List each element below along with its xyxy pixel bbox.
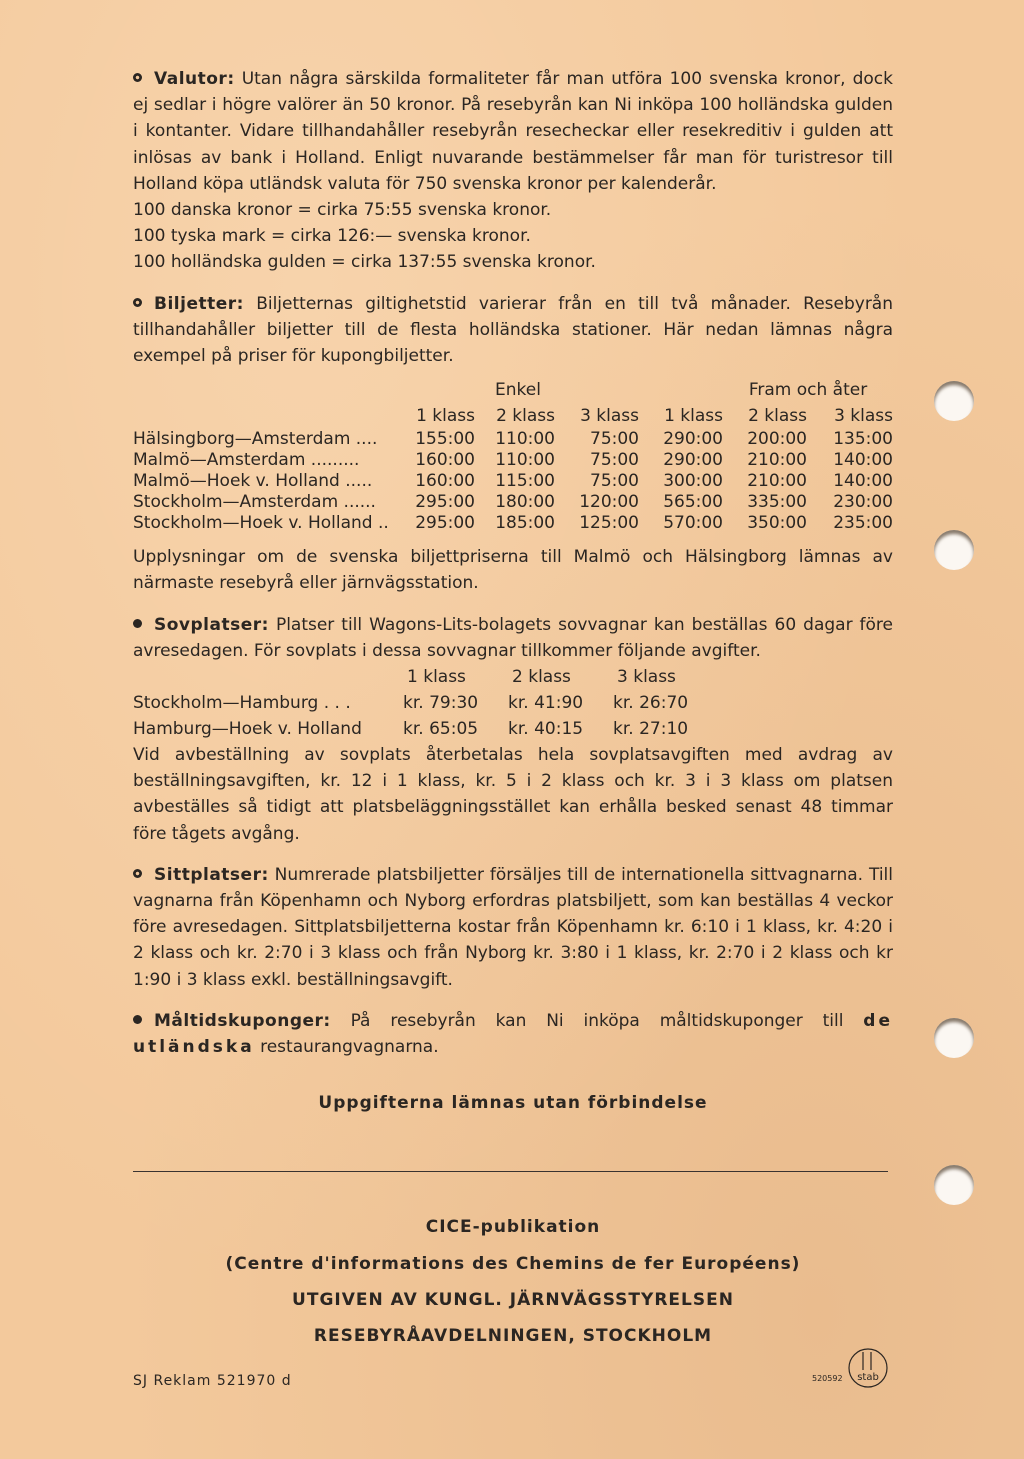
bullet-icon — [133, 1015, 142, 1024]
column-header: 1 klass — [407, 666, 466, 687]
price-cell: 140:00 — [833, 471, 893, 492]
footer-organization: (Centre d'informations des Chemins de fer Européens) — [225, 1254, 801, 1274]
table-row — [133, 492, 893, 513]
sovplatser-cancel: Vid avbeställning av sovplats återbetalas hela sovplatsavgiften med avdrag av beställningsavgiften, kr. 12 i 1 klass, kr. 5 i 2 klass och kr. 3 i 3 klass om platsen avbeställes så tidigt att platsbeläggningsstället kan erhålla besked senast 48 timmar före tågets avgång. — [133, 745, 893, 844]
price-cell: 75:00 — [590, 450, 639, 471]
price-cell: 160:00 — [415, 450, 475, 471]
price-cell: 185:00 — [495, 513, 555, 534]
table-header — [133, 664, 718, 690]
bullet-icon — [133, 73, 142, 82]
disclaimer-note: Uppgifterna lämnas utan förbindelse — [318, 1093, 708, 1114]
printer-logo-text: stab — [857, 1372, 879, 1383]
footer-publisher: UTGIVEN AV KUNGL. JÄRNVÄGSSTYRELSEN — [292, 1290, 734, 1310]
rate-line: 100 tyska mark = cirka 126:— svenska kronor. — [133, 226, 531, 247]
column-header: 2 klass — [748, 405, 807, 426]
price-cell: 295:00 — [415, 492, 475, 513]
sovplatser-paragraph — [133, 612, 893, 664]
price-cell: kr. 41:90 — [508, 692, 584, 713]
price-cell: 230:00 — [833, 492, 893, 513]
table-row — [133, 716, 718, 742]
table-group-header — [133, 377, 893, 403]
price-cell: 210:00 — [747, 471, 807, 492]
price-cell: 350:00 — [747, 513, 807, 534]
price-cell: 235:00 — [833, 513, 893, 534]
price-cell: kr. 40:15 — [508, 718, 584, 739]
price-cell: 200:00 — [747, 429, 807, 450]
column-header: 2 klass — [512, 666, 571, 687]
valutor-heading: Valutor: — [154, 69, 235, 89]
price-cell: 120:00 — [579, 492, 639, 513]
sovplatser-text: Platser till Wagons-Lits-bolagets sovvagnar kan beställas 60 dagar före avresedagen. För sovplats i dessa sovvagnar tillkommer följande avgifter. — [133, 614, 894, 661]
price-cell: 110:00 — [495, 429, 555, 450]
divider — [133, 1171, 888, 1172]
section-sittplatser — [133, 862, 893, 993]
section-maltidskuponger — [133, 1008, 893, 1060]
maltid-text-before: På resebyrån kan Ni inköpa måltidskuponger till — [350, 1010, 844, 1031]
column-header: 3 klass — [580, 405, 639, 426]
punch-hole — [934, 1165, 974, 1205]
price-cell: 295:00 — [415, 513, 475, 534]
printer-logo-icon — [846, 1346, 890, 1390]
table-row — [133, 450, 893, 471]
route-cell: Malmö—Amsterdam ......... — [133, 450, 360, 471]
column-header: 2 klass — [496, 405, 555, 426]
punch-hole — [934, 530, 974, 570]
price-cell: 155:00 — [415, 429, 475, 450]
maltid-paragraph — [133, 1008, 893, 1060]
price-cell: kr. 26:70 — [613, 692, 689, 713]
column-header: 3 klass — [834, 405, 893, 426]
price-cell: 125:00 — [579, 513, 639, 534]
bullet-icon — [133, 619, 142, 628]
sittplatser-heading: Sittplatser: — [154, 864, 269, 885]
biljetter-paragraph — [133, 291, 893, 370]
document-body — [133, 66, 893, 1116]
biljetter-text: Biljetternas giltighetstid varierar från en till två månader. Resebyrån tillhandahåller biljetter till de flesta holländska stationer. Här nedan lämnas några exempel på priser för kupongbiljetter. — [133, 293, 893, 367]
column-header: 3 klass — [617, 666, 676, 687]
print-reference: SJ Reklam 521970 d — [133, 1373, 292, 1389]
table-row — [133, 471, 893, 492]
sovplatser-heading: Sovplatser: — [154, 614, 269, 635]
route-cell: Malmö—Hoek v. Holland ..... — [133, 471, 373, 492]
price-cell: kr. 79:30 — [403, 692, 479, 713]
route-cell: Hälsingborg—Amsterdam .... — [133, 429, 378, 450]
price-cell: 565:00 — [663, 492, 723, 513]
price-cell: 335:00 — [747, 492, 807, 513]
section-sovplatser — [133, 612, 893, 847]
valutor-paragraph — [133, 66, 893, 197]
biljetter-info: Upplysningar om de svenska biljettpriserna till Malmö och Hälsingborg lämnas av närmaste resebyrå eller järnvägsstation. — [133, 547, 893, 594]
stamp-number: 520592 — [812, 1374, 843, 1383]
group-fram-och-ater: Fram och åter — [748, 379, 868, 400]
bullet-icon — [133, 869, 142, 878]
route-cell: Hamburg—Hoek v. Holland — [133, 718, 362, 739]
sittplatser-text: Numrerade platsbiljetter försäljes till de internationella sittvagnarna. Till vagnarna från Köpenhamn och Nyborg erfordras platsbiljett, som kan beställas 4 veckor före avresedagen. Sittplatsbiljetterna kostar från Köpenhamn kr. 6:10 i 1 klass, kr. 4:20 i 2 klass och kr. 2:70 i 3 klass och från Nyborg kr. 3:80 i 1 klass, kr. 2:70 i 2 klass och kr 1:90 i 3 klass exkl. beställningsavgift. — [133, 864, 893, 990]
price-cell: 290:00 — [663, 429, 723, 450]
ticket-price-table — [133, 377, 893, 534]
column-header: 1 klass — [664, 405, 723, 426]
group-enkel: Enkel — [495, 379, 541, 400]
punch-hole — [934, 381, 974, 421]
price-cell: 75:00 — [590, 429, 639, 450]
rate-line: 100 danska kronor = cirka 75:55 svenska kronor. — [133, 200, 552, 221]
price-cell: 570:00 — [663, 513, 723, 534]
footer-department: RESEBYRÅAVDELNINGEN, STOCKHOLM — [313, 1326, 713, 1346]
price-cell: 140:00 — [833, 450, 893, 471]
route-cell: Stockholm—Amsterdam ...... — [133, 492, 376, 513]
maltid-heading: Måltidskuponger: — [154, 1010, 331, 1031]
price-cell: kr. 65:05 — [403, 718, 479, 739]
rate-line: 100 holländska gulden = cirka 137:55 svenska kronor. — [133, 252, 596, 273]
table-row — [133, 690, 718, 716]
price-cell: 180:00 — [495, 492, 555, 513]
price-cell: 75:00 — [590, 471, 639, 492]
column-header: 1 klass — [416, 405, 475, 426]
table-header — [133, 403, 893, 429]
sittplatser-paragraph — [133, 862, 893, 993]
route-cell: Stockholm—Hoek v. Holland .. — [133, 513, 389, 534]
price-cell: 300:00 — [663, 471, 723, 492]
maltid-text-after: restaurangvagnarna. — [260, 1037, 439, 1058]
price-cell: 110:00 — [495, 450, 555, 471]
section-biljetter — [133, 291, 893, 597]
punch-hole — [934, 1018, 974, 1058]
table-row — [133, 429, 893, 450]
footer-publication: CICE-publikation — [425, 1217, 601, 1237]
maltid-emphasis: de utländska — [133, 1010, 893, 1058]
sleeper-fee-table — [133, 664, 718, 742]
price-cell: 290:00 — [663, 450, 723, 471]
price-cell: 115:00 — [495, 471, 555, 492]
route-cell: Stockholm—Hamburg . . . — [133, 692, 351, 713]
section-valutor — [133, 66, 893, 276]
valutor-text: Utan några särskilda formaliteter får man utföra 100 svenska kronor, dock ej sedlar i högre valörer än 50 kronor. På resebyrån kan Ni inköpa 100 holländska gulden i kontanter. Vidare tillhandahåller resebyrån resecheckar eller resekreditiv i gulden att inlösas av bank i Holland. Enligt nuvarande bestämmelser får man för turistresor till Holland köpa utländsk valuta för 750 svenska kronor per kalenderår. — [133, 69, 894, 194]
bullet-icon — [133, 298, 142, 307]
price-cell: 160:00 — [415, 471, 475, 492]
price-cell: kr. 27:10 — [613, 718, 689, 739]
table-row — [133, 513, 893, 534]
biljetter-heading: Biljetter: — [154, 293, 244, 314]
price-cell: 210:00 — [747, 450, 807, 471]
price-cell: 135:00 — [833, 429, 893, 450]
